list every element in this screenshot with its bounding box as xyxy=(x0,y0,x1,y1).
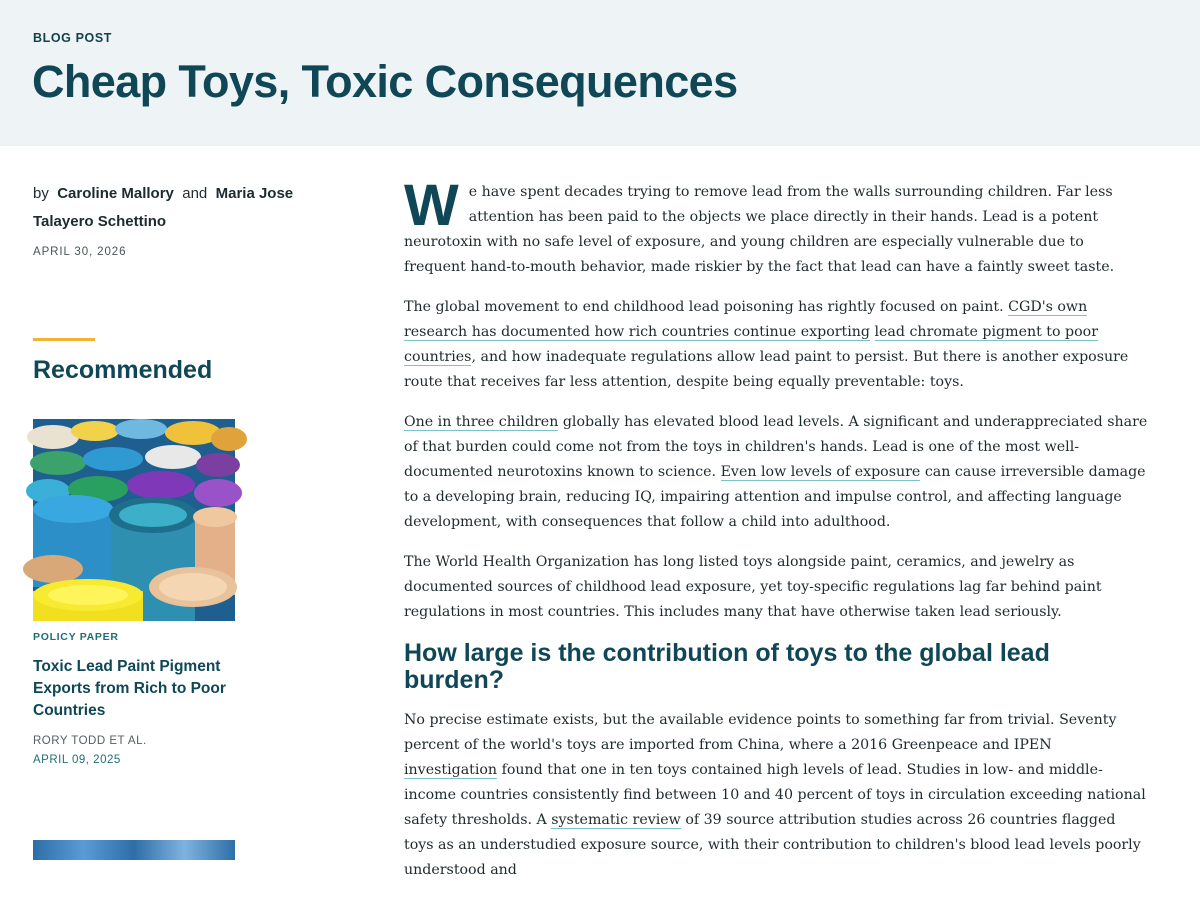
paint-cans-image xyxy=(33,419,235,621)
page-header xyxy=(0,0,1200,146)
publish-date: APRIL 30, 2026 xyxy=(33,246,127,258)
section-divider xyxy=(33,338,95,341)
inline-link-systematic-review[interactable]: systematic review xyxy=(551,812,681,828)
author-link-caroline-mallory[interactable]: Caroline Mallory xyxy=(57,185,174,202)
paragraph-text: , and how inadequate regulations allow lead paint to persist. But there is another exposure route that receives far less attention, despite being equally preventable: toys. xyxy=(404,349,1129,390)
author-link-maria-jose-talayero-schettino[interactable]: Maria Jose Talayero Schettino xyxy=(33,185,294,230)
byline-by: by xyxy=(33,185,49,202)
article-paragraph xyxy=(404,708,1149,883)
recommended-card-image-2[interactable] xyxy=(33,840,235,860)
recommended-card-image[interactable] xyxy=(33,419,235,621)
page-title: Cheap Toys, Toxic Consequences xyxy=(32,56,738,107)
inline-link-one-in-three[interactable]: One in three children xyxy=(404,414,559,430)
article-paragraph xyxy=(404,410,1149,535)
recommended-card-type: POLICY PAPER xyxy=(33,631,119,643)
paragraph-text: of 39 source attribution studies across 26 countries flagged toys as an understudied exposure source, with their contribution to children's blood lead levels poorly understood and xyxy=(404,812,1141,878)
paragraph-text: e have spent decades trying to remove lead from the walls surrounding children. Far less attention has been paid to the objects we place directly in their hands. Lead is a potent neurotoxin with no safe level of exposure, and young children are especially vulnerable due to frequent hand-to-mouth behavior, made riskier by the fact that lead can have a faintly sweet taste. xyxy=(404,184,1115,275)
paragraph-text: can cause irreversible damage to a developing brain, reducing IQ, impairing attention and impulse control, and affecting language development, with consequences that follow a child into adulthood. xyxy=(404,464,1146,530)
article-paragraph xyxy=(404,295,1149,395)
inline-link-cgd-research[interactable]: CGD's own research has documented how rich countries continue exporting xyxy=(404,299,1088,340)
recommended-heading: Recommended xyxy=(33,356,213,384)
inline-link-lead-chromate[interactable]: lead chromate pigment to poor countries xyxy=(404,324,1099,365)
drop-cap: W xyxy=(404,173,459,238)
article-paragraph: The World Health Organization has long listed toys alongside paint, ceramics, and jewelry as documented sources of childhood lead exposure, yet toy-specific regulations lag far behind paint regulations in most countries. This includes many that have otherwise taken lead seriously. xyxy=(404,554,1102,620)
paragraph-text: The global movement to end childhood lead poisoning has rightly focused on paint. xyxy=(404,299,1009,315)
byline xyxy=(33,180,323,236)
section-heading: How large is the contribution of toys to the global lead burden? xyxy=(404,639,1050,694)
paragraph-text xyxy=(870,324,875,340)
byline-and: and xyxy=(182,185,208,202)
inline-link-investigation[interactable]: investigation xyxy=(404,762,498,778)
article-body xyxy=(404,173,1149,898)
paragraph-text: found that one in ten toys contained high levels of lead. Studies in low- and middle-income countries consistently find between 10 and 40 percent of toys in circulation exceeding national safety thresholds. A xyxy=(404,762,1146,828)
recommended-card-title-link[interactable]: Toxic Lead Paint Pigment Exports from Rich to Poor Countries xyxy=(33,658,226,719)
content-type-label: BLOG POST xyxy=(33,31,113,45)
recommended-card-authors: RORY TODD ET AL. xyxy=(33,735,147,747)
paragraph-text: globally has elevated blood lead levels. A significant and underappreciated share of that burden could come not from the toys in children's hands. Lead is one of the most well-documented neurotoxins known to science. xyxy=(404,414,1148,480)
recommended-card-date: APRIL 09, 2025 xyxy=(33,754,121,766)
article-paragraph xyxy=(404,173,1149,280)
inline-link-low-levels[interactable]: Even low levels of exposure xyxy=(720,464,921,480)
paragraph-text: No precise estimate exists, but the available evidence points to something far from trivial. Seventy percent of the world's toys are imported from China, where a 2016 Greenpeace and IPEN xyxy=(404,712,1117,753)
